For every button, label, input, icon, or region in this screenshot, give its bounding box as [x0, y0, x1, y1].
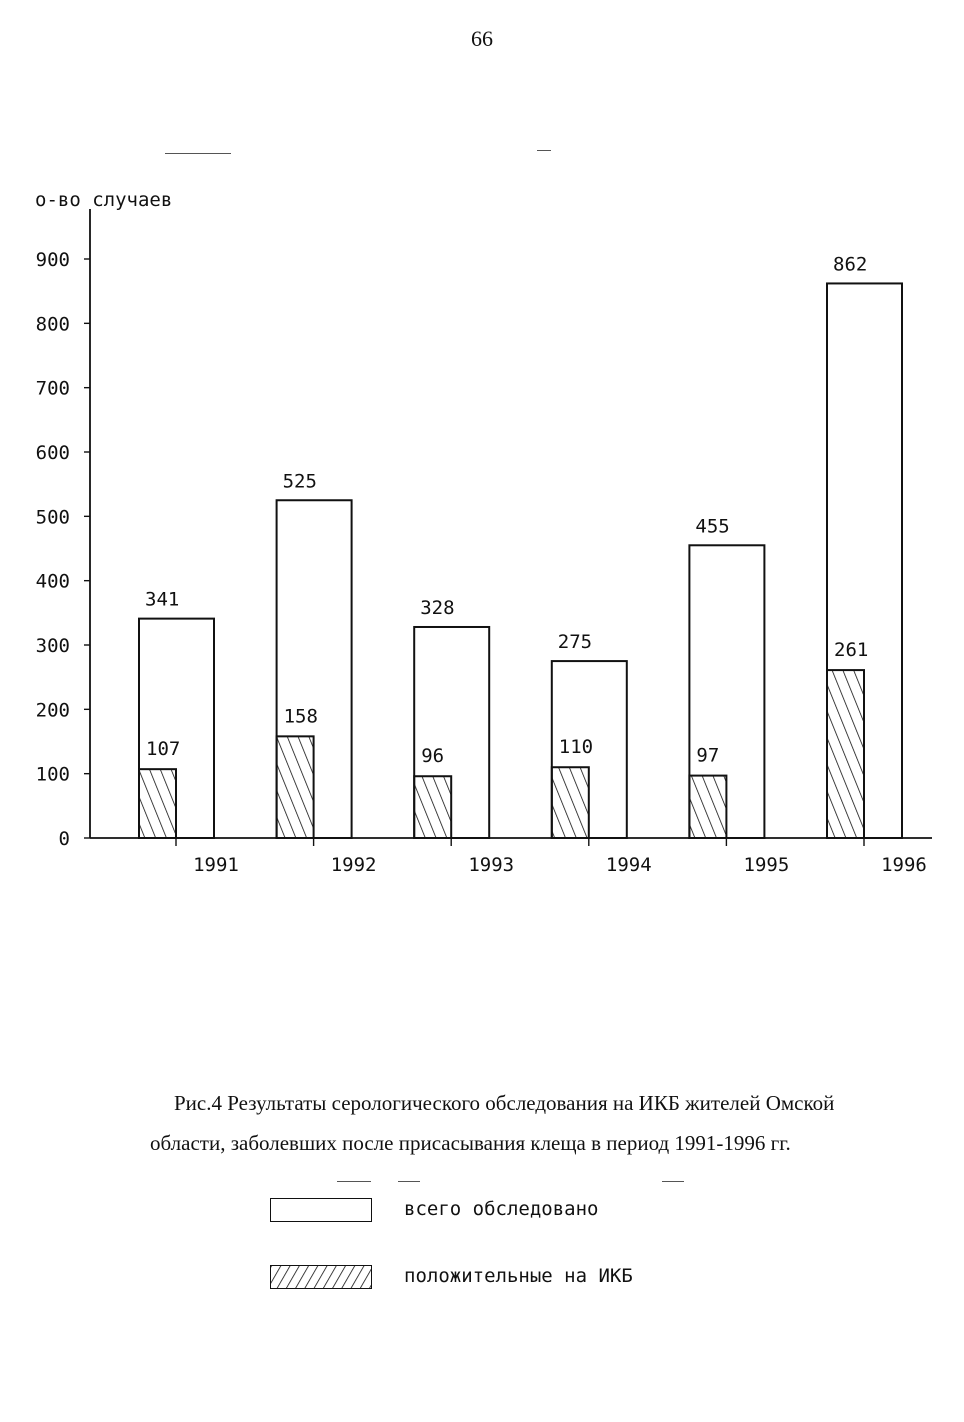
legend-swatch-total: [270, 1198, 372, 1222]
x-tick-label-1991: 1991: [193, 854, 239, 876]
legend-swatch-positive: [270, 1265, 372, 1289]
y-tick-label-3: 300: [35, 635, 70, 657]
data-label-total-1994: 275: [557, 631, 593, 654]
legend-label-positive: положительные на ИКБ: [404, 1265, 633, 1287]
y-tick-label-5: 500: [35, 506, 70, 529]
y-tick-label-1: 100: [35, 763, 70, 786]
y-tick-label-2: 200: [35, 699, 70, 722]
data-label-positive-1996: 261: [834, 639, 869, 662]
x-tick-label-1994: 1994: [605, 854, 652, 876]
bar-positive-1992: [277, 736, 314, 838]
page-number: 66: [471, 26, 493, 51]
bar-positive-1994: [552, 767, 589, 838]
data-label-positive-1993: 96: [421, 745, 445, 768]
y-axis-title: о-во случаев: [35, 189, 173, 211]
x-tick-label-1992: 1992: [330, 854, 377, 876]
y-tick-label-8: 800: [35, 313, 70, 336]
data-label-positive-1992: 158: [283, 705, 318, 728]
x-tick-label-1996: 1996: [881, 854, 927, 876]
bar-positive-1996: [827, 670, 864, 838]
scan-rule-legend-3: [662, 1181, 684, 1182]
data-label-positive-1991: 107: [146, 738, 181, 761]
bar-positive-1991: [139, 769, 176, 838]
scan-rule-legend-1: [337, 1181, 371, 1182]
bar-positive-1993: [414, 776, 451, 838]
legend-label-total: всего обследовано: [404, 1198, 599, 1220]
data-label-total-1996: 862: [833, 253, 868, 276]
y-tick-label-6: 600: [35, 442, 70, 464]
caption-line-2: области, заболевших после присасывания клеща в период 1991-1996 гг.: [150, 1131, 791, 1155]
bar-positive-1995: [689, 776, 726, 838]
data-label-positive-1995: 97: [696, 744, 720, 767]
data-label-positive-1994: 110: [558, 736, 594, 759]
data-label-total-1991: 341: [145, 588, 180, 611]
x-tick-label-1993: 1993: [468, 854, 515, 876]
y-tick-label-9: 900: [35, 249, 70, 271]
data-label-total-1992: 525: [282, 470, 317, 493]
x-tick-label-1995: 1995: [743, 854, 790, 876]
caption-line-1: Рис.4 Результаты серологического обследования на ИКБ жителей Омской: [174, 1091, 835, 1115]
figure-caption: [150, 1083, 940, 1163]
y-tick-label-4: 400: [35, 570, 70, 593]
data-label-total-1993: 328: [420, 596, 455, 619]
scan-rule-legend-2: [398, 1181, 420, 1182]
y-tick-label-7: 700: [35, 377, 70, 400]
y-tick-label-0: 0: [58, 828, 70, 850]
data-label-total-1995: 455: [695, 515, 730, 538]
